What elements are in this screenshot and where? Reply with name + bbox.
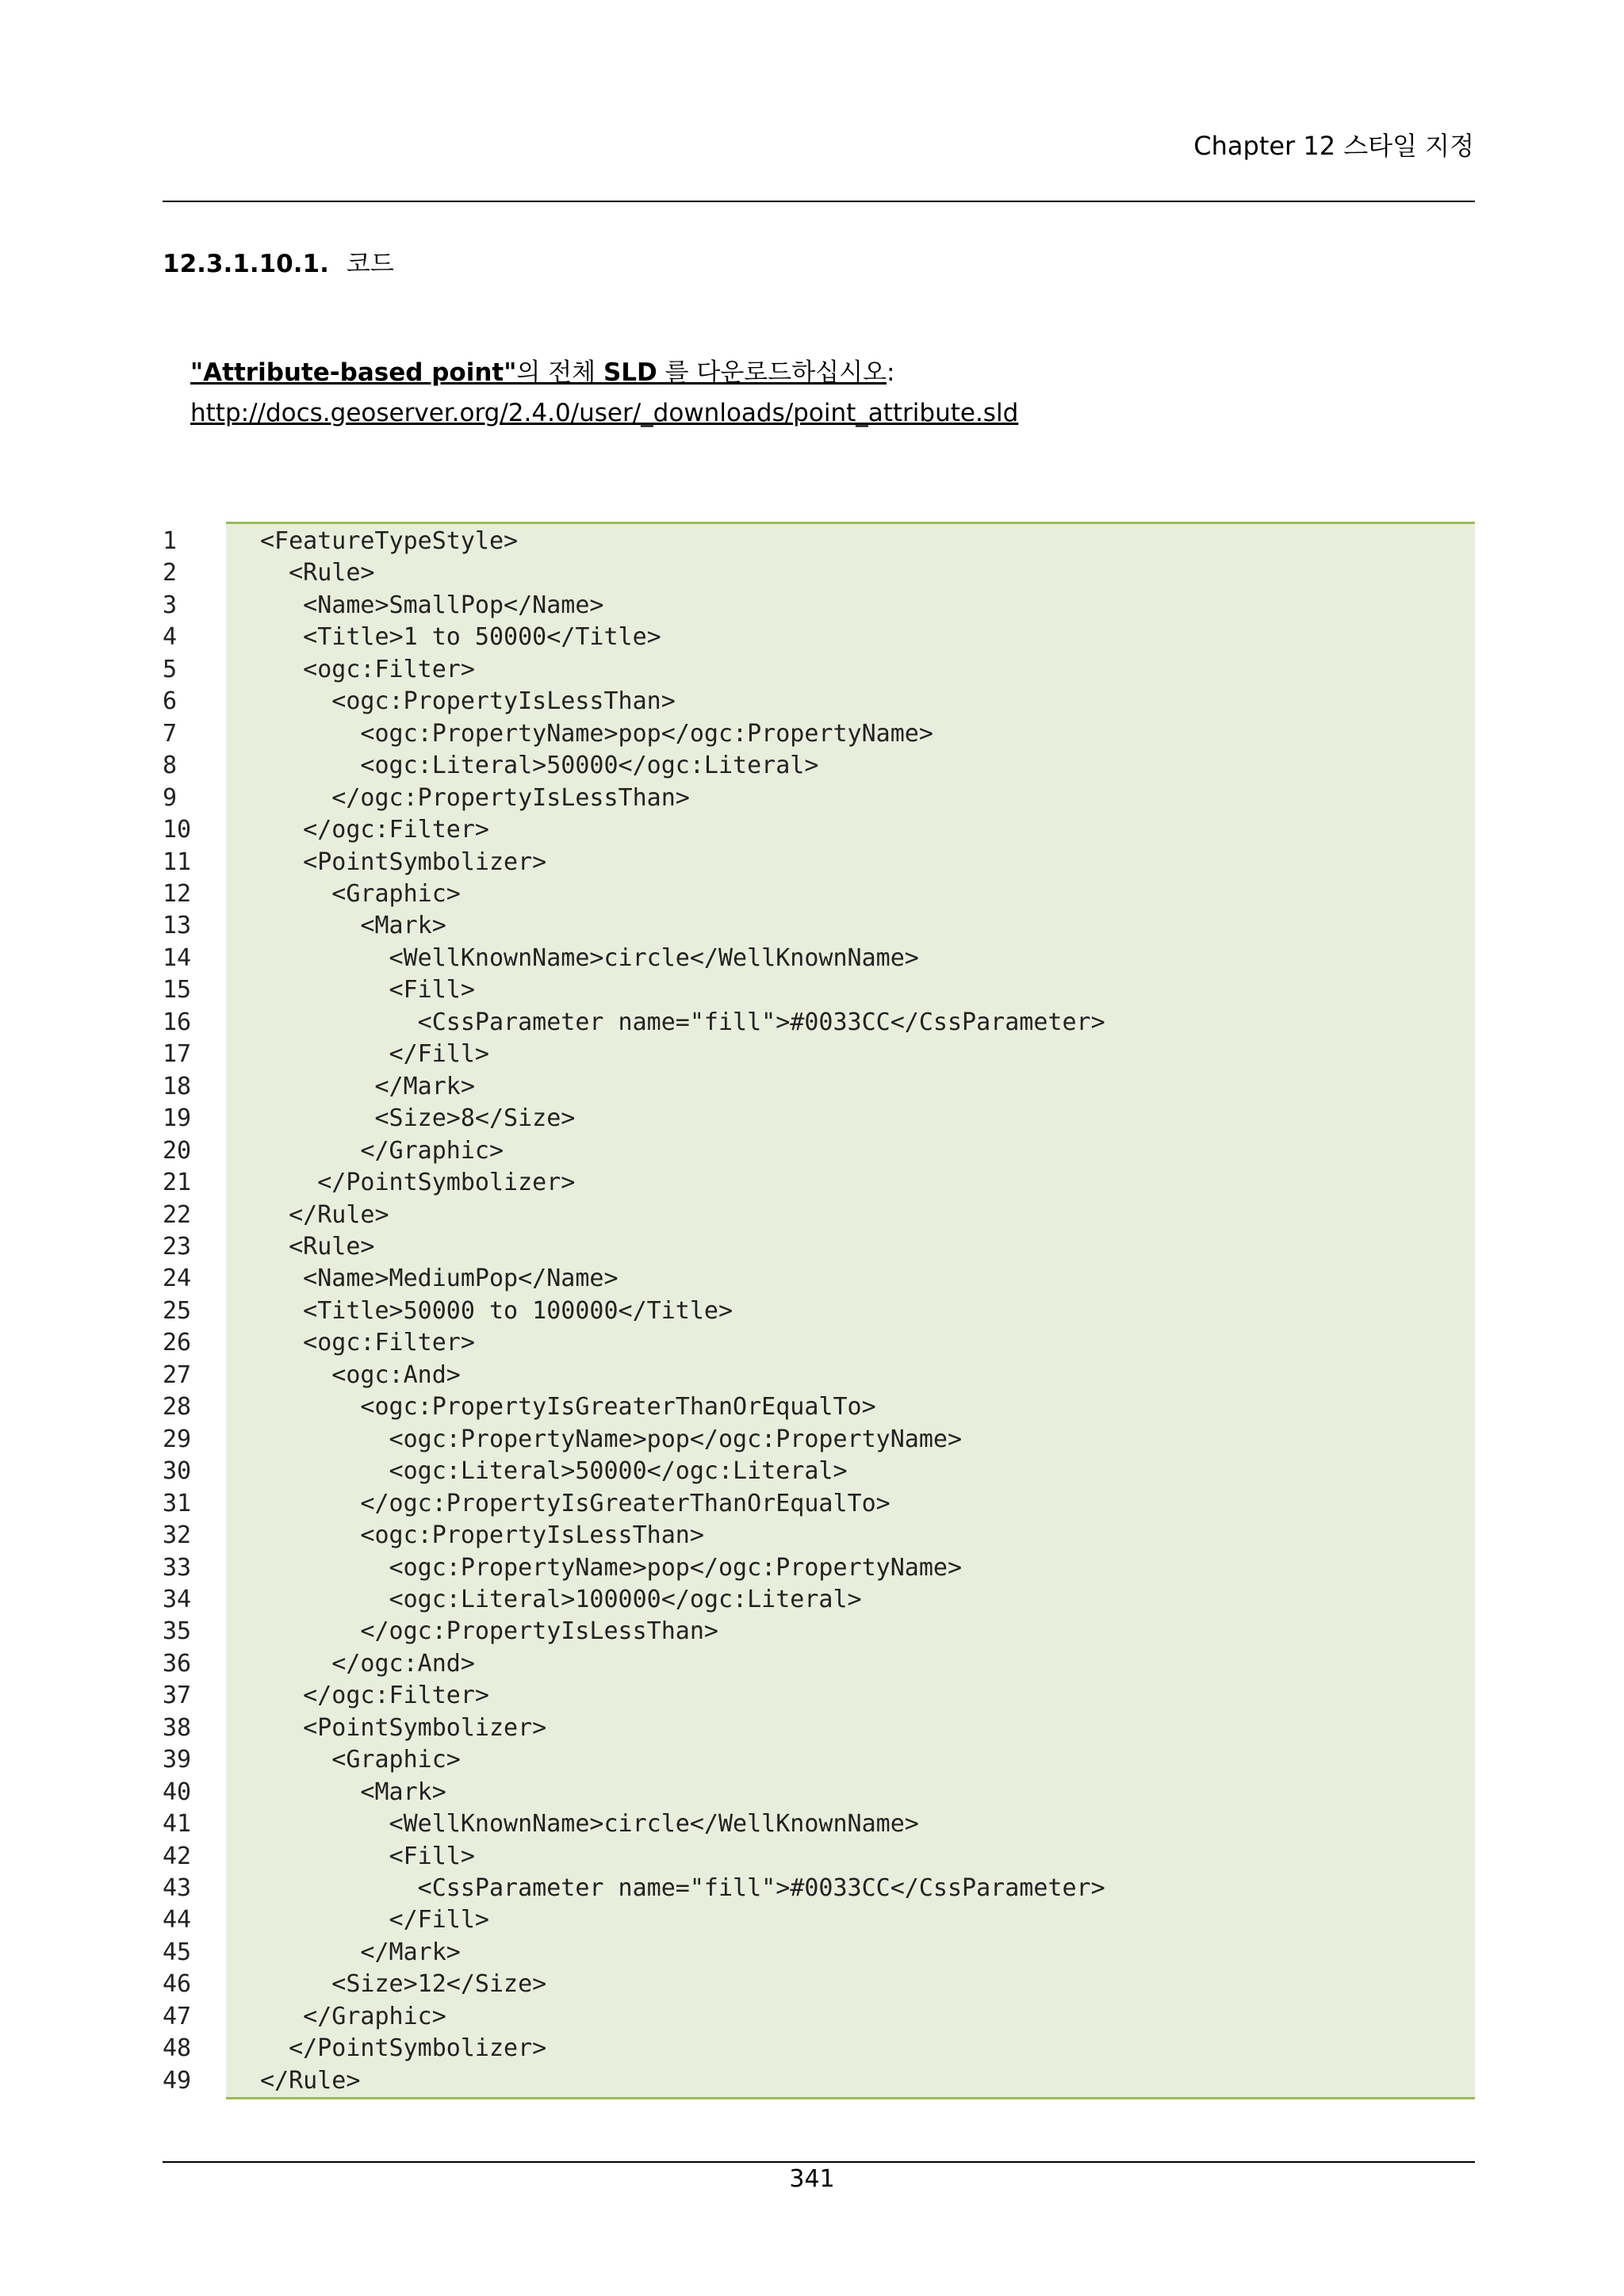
line-number: 31 <box>163 1489 192 1517</box>
code-line: <WellKnownName>circle</WellKnownName> <box>260 943 919 972</box>
code-line: <PointSymbolizer> <box>260 1713 547 1742</box>
link-sld: SLD <box>603 358 657 387</box>
footer-divider <box>163 2161 1475 2163</box>
line-number: 5 <box>163 655 178 683</box>
line-number: 27 <box>163 1360 192 1389</box>
line-number: 30 <box>163 1457 192 1486</box>
code-line: <ogc:Literal>50000</ogc:Literal> <box>260 752 819 780</box>
code-line: <ogc:Filter> <box>260 655 475 683</box>
code-line: <Rule> <box>260 1232 375 1261</box>
code-line: <ogc:And> <box>260 1360 461 1389</box>
code-line: <Size>12</Size> <box>260 1970 547 1999</box>
section-heading <box>163 252 394 277</box>
page-number: 341 <box>789 2165 835 2193</box>
line-number: 42 <box>163 1842 192 1870</box>
code-line: <WellKnownName>circle</WellKnownName> <box>260 1810 919 1839</box>
line-number: 7 <box>163 719 178 748</box>
code-line: </ogc:Filter> <box>260 1682 489 1710</box>
code-line: <PointSymbolizer> <box>260 848 547 876</box>
code-line: </Fill> <box>260 1906 489 1934</box>
code-line: <Graphic> <box>260 1746 461 1774</box>
code-line: <Graphic> <box>260 879 461 908</box>
code-line: </Mark> <box>260 1938 461 1966</box>
header-divider <box>163 201 1475 202</box>
section-title: 코드 <box>346 250 394 278</box>
link-rest: 를 다운로드하십시오 <box>657 358 887 387</box>
code-line: <Mark> <box>260 912 446 940</box>
line-number: 13 <box>163 912 192 940</box>
download-url-link[interactable]: http://docs.geoserver.org/2.4.0/user/_downloads/point_attribute.sld <box>190 399 1019 427</box>
download-instruction <box>190 358 895 387</box>
line-number: 16 <box>163 1008 192 1036</box>
line-number: 46 <box>163 1970 192 1999</box>
code-line: <CssParameter name="fill">#0033CC</CssParameter> <box>260 1008 1105 1036</box>
line-number: 23 <box>163 1232 192 1261</box>
code-line: </PointSymbolizer> <box>260 1169 576 1197</box>
line-number: 49 <box>163 2066 192 2095</box>
line-number: 48 <box>163 2034 192 2063</box>
colon: : <box>886 358 895 387</box>
line-number: 25 <box>163 1296 192 1325</box>
code-line: <FeatureTypeStyle> <box>260 527 519 555</box>
line-number: 11 <box>163 848 192 876</box>
code-line: <CssParameter name="fill">#0033CC</CssParameter> <box>260 1874 1105 1903</box>
code-line: <ogc:Literal>50000</ogc:Literal> <box>260 1457 848 1486</box>
line-number: 43 <box>163 1874 192 1903</box>
code-line: <Rule> <box>260 559 375 587</box>
code-line: </Graphic> <box>260 2002 446 2030</box>
code-line: <ogc:Filter> <box>260 1329 475 1357</box>
code-line: <Title>1 to 50000</Title> <box>260 623 661 652</box>
line-number: 29 <box>163 1425 192 1453</box>
line-number: 6 <box>163 687 178 716</box>
line-number: 33 <box>163 1553 192 1582</box>
code-line: <Mark> <box>260 1777 446 1806</box>
line-number: 38 <box>163 1713 192 1742</box>
code-line: </PointSymbolizer> <box>260 2034 547 2063</box>
code-line: </ogc:PropertyIsLessThan> <box>260 1617 718 1646</box>
code-line: <ogc:PropertyIsGreaterThanOrEqualTo> <box>260 1393 876 1422</box>
line-number: 15 <box>163 976 192 1004</box>
line-number: 34 <box>163 1585 192 1613</box>
line-number: 21 <box>163 1169 192 1197</box>
line-number: 8 <box>163 752 178 780</box>
code-line: <ogc:PropertyName>pop</ogc:PropertyName> <box>260 1425 963 1453</box>
line-number-gutter <box>163 526 212 2097</box>
code-line: <Title>50000 to 100000</Title> <box>260 1296 733 1325</box>
line-number: 19 <box>163 1104 192 1133</box>
code-line: <Name>MediumPop</Name> <box>260 1265 619 1293</box>
line-number: 3 <box>163 591 178 619</box>
line-number: 9 <box>163 783 178 812</box>
code-line: </Rule> <box>260 1200 389 1229</box>
line-number: 2 <box>163 559 178 587</box>
code-line: <Fill> <box>260 976 475 1004</box>
line-number: 39 <box>163 1746 192 1774</box>
link-mid: 의 전체 <box>516 358 603 387</box>
line-number: 18 <box>163 1072 192 1100</box>
line-number: 14 <box>163 943 192 972</box>
line-number: 1 <box>163 527 178 555</box>
download-link-text[interactable] <box>190 358 887 387</box>
code-line: </Fill> <box>260 1040 489 1069</box>
code-line: </Graphic> <box>260 1136 504 1165</box>
code-line: </ogc:And> <box>260 1649 475 1678</box>
code-line: <ogc:PropertyIsLessThan> <box>260 1521 704 1550</box>
line-number: 4 <box>163 623 178 652</box>
code-line: </ogc:PropertyIsGreaterThanOrEqualTo> <box>260 1489 891 1517</box>
line-number: 17 <box>163 1040 192 1069</box>
code-line: <Fill> <box>260 1842 475 1870</box>
code-line: </ogc:PropertyIsLessThan> <box>260 783 690 812</box>
code-listing <box>260 526 1105 2097</box>
chapter-header: Chapter 12 스타일 지정 <box>1193 131 1474 161</box>
line-number: 24 <box>163 1265 192 1293</box>
line-number: 28 <box>163 1393 192 1422</box>
line-number: 37 <box>163 1682 192 1710</box>
line-number: 10 <box>163 816 192 844</box>
line-number: 44 <box>163 1906 192 1934</box>
line-number: 26 <box>163 1329 192 1357</box>
line-number: 35 <box>163 1617 192 1646</box>
line-number: 47 <box>163 2002 192 2030</box>
code-line: </Rule> <box>260 2066 361 2095</box>
line-number: 32 <box>163 1521 192 1550</box>
line-number: 22 <box>163 1200 192 1229</box>
line-number: 40 <box>163 1777 192 1806</box>
code-line: </Mark> <box>260 1072 475 1100</box>
code-line: <ogc:Literal>100000</ogc:Literal> <box>260 1585 862 1613</box>
line-number: 45 <box>163 1938 192 1966</box>
code-line: <ogc:PropertyName>pop</ogc:PropertyName> <box>260 1553 963 1582</box>
section-number: 12.3.1.10.1. <box>163 250 329 278</box>
code-line: <Name>SmallPop</Name> <box>260 591 604 619</box>
line-number: 41 <box>163 1810 192 1839</box>
code-line: <ogc:PropertyIsLessThan> <box>260 687 676 716</box>
line-number: 12 <box>163 879 192 908</box>
line-number: 20 <box>163 1136 192 1165</box>
code-line: <ogc:PropertyName>pop</ogc:PropertyName> <box>260 719 933 748</box>
line-number: 36 <box>163 1649 192 1678</box>
code-line: <Size>8</Size> <box>260 1104 576 1133</box>
link-quote: "Attribute-based point" <box>190 358 517 387</box>
code-line: </ogc:Filter> <box>260 816 489 844</box>
